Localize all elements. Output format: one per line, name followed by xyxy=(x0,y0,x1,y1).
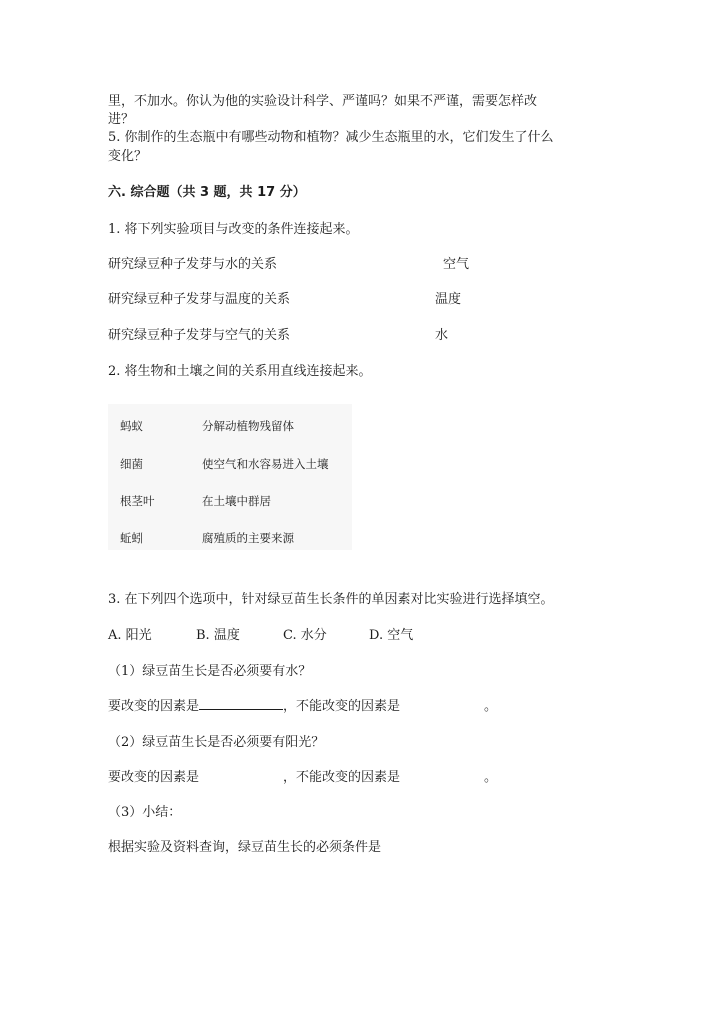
change-label: 要改变的因素是 xyxy=(108,770,200,785)
q1-condition: 水 xyxy=(435,328,449,343)
q3-sub-question: （2）绿豆苗生长是否必须要有阳光？ xyxy=(108,735,325,750)
q1-item: 研究绿豆种子发芽与水的关系 xyxy=(108,257,278,272)
no-change-label: ，不能改变的因素是 xyxy=(283,770,401,785)
q4-line-1: 里，不加水。你认为他的实验设计科学、严谨吗？如果不严谨，需要怎样改 xyxy=(108,94,538,109)
q2-relation: 使空气和水容易进入土壤 xyxy=(202,457,329,471)
answer-blank[interactable] xyxy=(199,769,283,781)
q2-figure xyxy=(108,404,352,550)
end-mark: 。 xyxy=(484,699,498,714)
q1-condition: 温度 xyxy=(435,292,462,307)
q1-item: 研究绿豆种子发芽与空气的关系 xyxy=(108,328,291,343)
q1-item: 研究绿豆种子发芽与温度的关系 xyxy=(108,292,291,307)
end-mark: 。 xyxy=(484,770,498,785)
q3-sub-question: （1）绿豆苗生长是否必须要有水？ xyxy=(108,664,312,679)
q3-answer-row xyxy=(108,766,497,785)
q2-prompt: 2. 将生物和土壤之间的关系用直线连接起来。 xyxy=(108,364,372,379)
q3-answer-row xyxy=(108,695,497,714)
answer-blank[interactable] xyxy=(400,698,484,710)
q3-option: B. 温度 xyxy=(196,628,240,643)
q5-line-1: 5. 你制作的生态瓶中有哪些动物和植物？减少生态瓶里的水，它们发生了什么 xyxy=(108,130,554,145)
q2-relation: 分解动植物残留体 xyxy=(202,419,294,433)
q2-relation: 腐殖质的主要来源 xyxy=(202,531,294,545)
q4-line-2: 进？ xyxy=(108,112,135,127)
answer-blank[interactable] xyxy=(199,697,283,710)
q3-conclusion: 根据实验及资料查询，绿豆苗生长的必须条件是 xyxy=(108,840,382,855)
q5-line-2: 变化？ xyxy=(108,149,148,164)
q3-prompt: 3. 在下列四个选项中，针对绿豆苗生长条件的单因素对比实验进行选择填空。 xyxy=(108,592,554,607)
q3-option: D. 空气 xyxy=(369,628,414,643)
q2-organism: 蚂蚁 xyxy=(120,419,143,433)
q3-option: C. 水分 xyxy=(283,628,327,643)
q3-option: A. 阳光 xyxy=(108,628,152,643)
section-title: 六. 综合题（共 3 题，共 17 分） xyxy=(108,185,306,200)
no-change-label: ，不能改变的因素是 xyxy=(283,699,401,714)
q3-sub-question: （3）小结： xyxy=(108,805,182,820)
q2-organism: 蚯蚓 xyxy=(120,531,143,545)
q2-organism: 根茎叶 xyxy=(120,494,155,508)
q2-organism: 细菌 xyxy=(120,457,143,471)
q1-prompt: 1. 将下列实验项目与改变的条件连接起来。 xyxy=(108,222,359,237)
q1-condition: 空气 xyxy=(443,257,470,272)
q2-relation: 在土壤中群居 xyxy=(202,494,271,508)
change-label: 要改变的因素是 xyxy=(108,699,200,714)
answer-blank[interactable] xyxy=(400,769,484,781)
